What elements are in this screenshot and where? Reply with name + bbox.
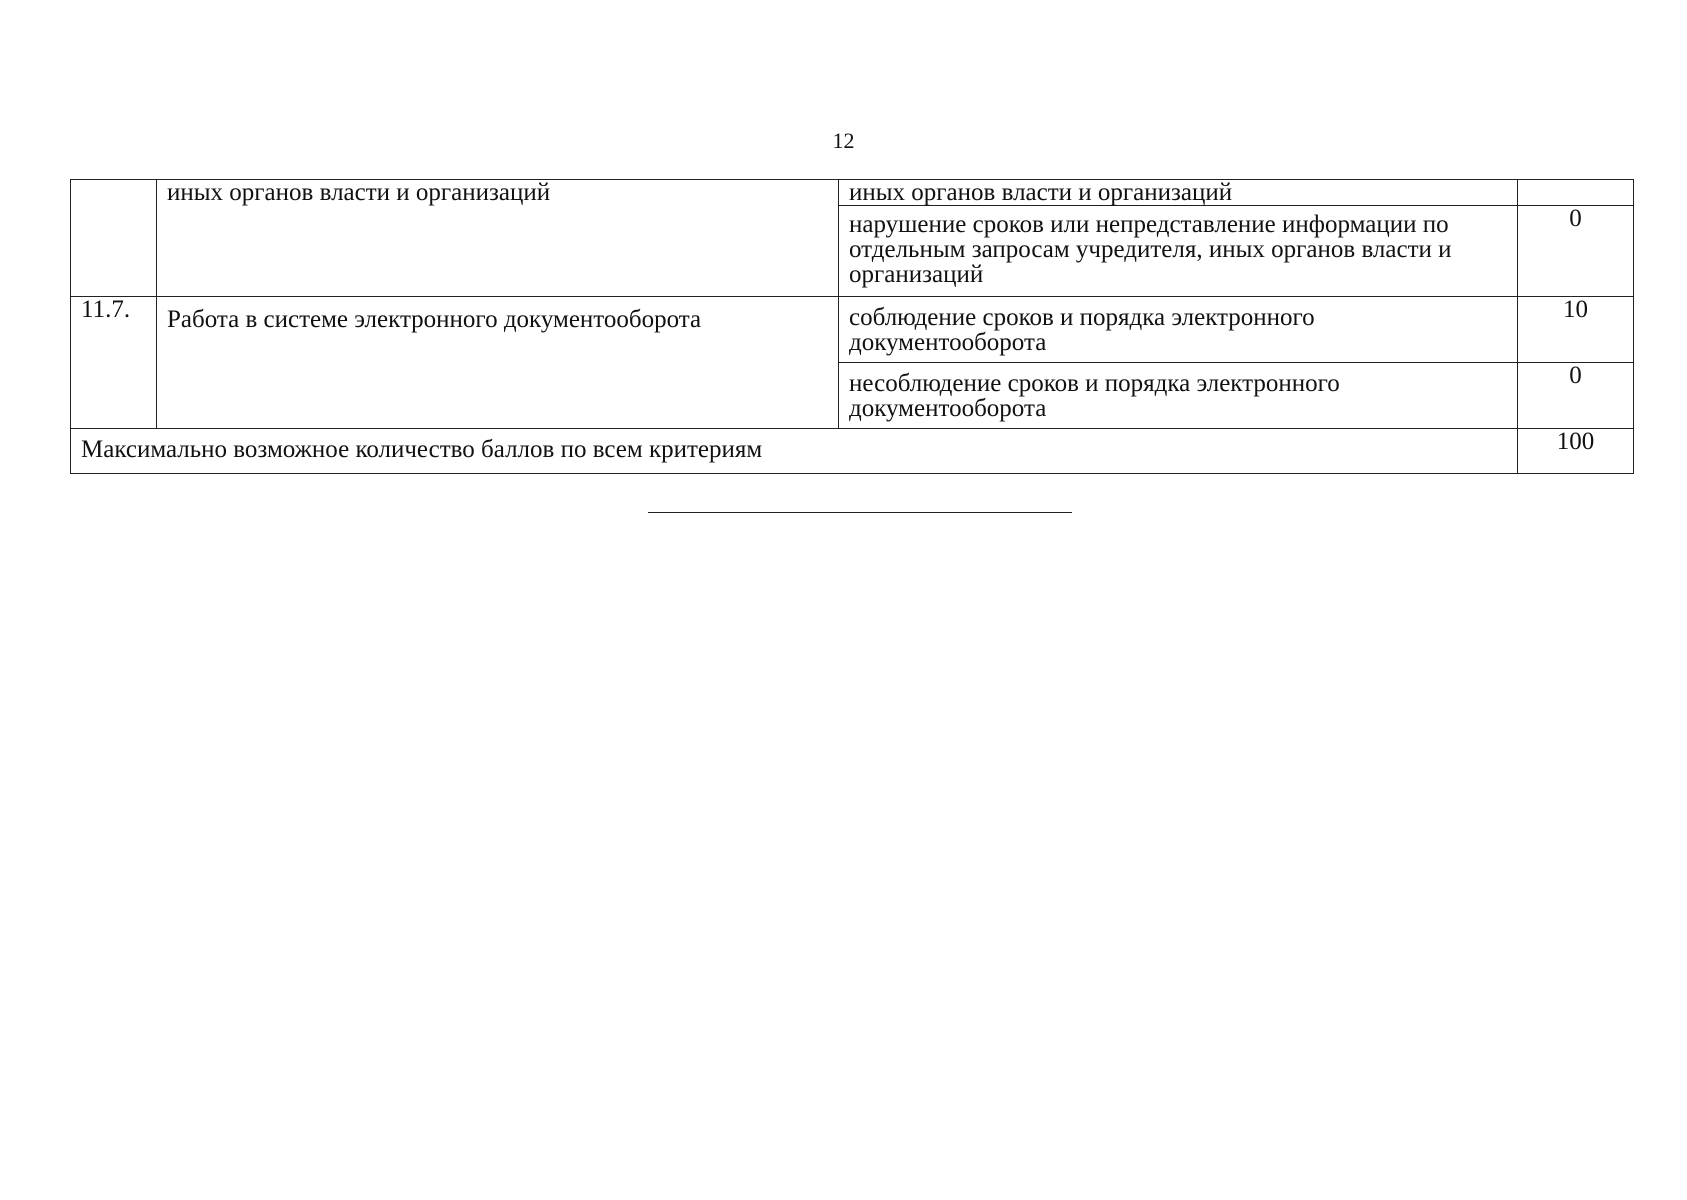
condition-text: соблюдение сроков и порядка электронного документооборота: [839, 297, 1518, 363]
criterion-name: иных органов власти и организаций: [157, 180, 839, 297]
condition-score: 0: [1518, 206, 1634, 297]
condition-score: 0: [1518, 363, 1634, 429]
total-row: [71, 429, 1634, 474]
condition-score: [1518, 180, 1634, 206]
table-row: [71, 297, 1634, 363]
end-divider: [648, 512, 1072, 513]
criterion-number: [71, 180, 157, 297]
table-row: [71, 180, 1634, 206]
criteria-table: [70, 179, 1634, 474]
condition-text: несоблюдение сроков и порядка электронного документооборота: [839, 363, 1518, 429]
criterion-name: Работа в системе электронного документооборота: [157, 297, 839, 429]
total-score: 100: [1518, 429, 1634, 474]
condition-score: 10: [1518, 297, 1634, 363]
condition-text: иных органов власти и организаций: [839, 180, 1518, 206]
page-number: 12: [832, 128, 855, 153]
criterion-number: 11.7.: [71, 297, 157, 429]
total-label: Максимально возможное количество баллов по всем критериям: [71, 429, 1518, 474]
condition-text: нарушение сроков или непредставление информации по отдельным запросам учредителя, иных органов власти и организаций: [839, 206, 1518, 297]
